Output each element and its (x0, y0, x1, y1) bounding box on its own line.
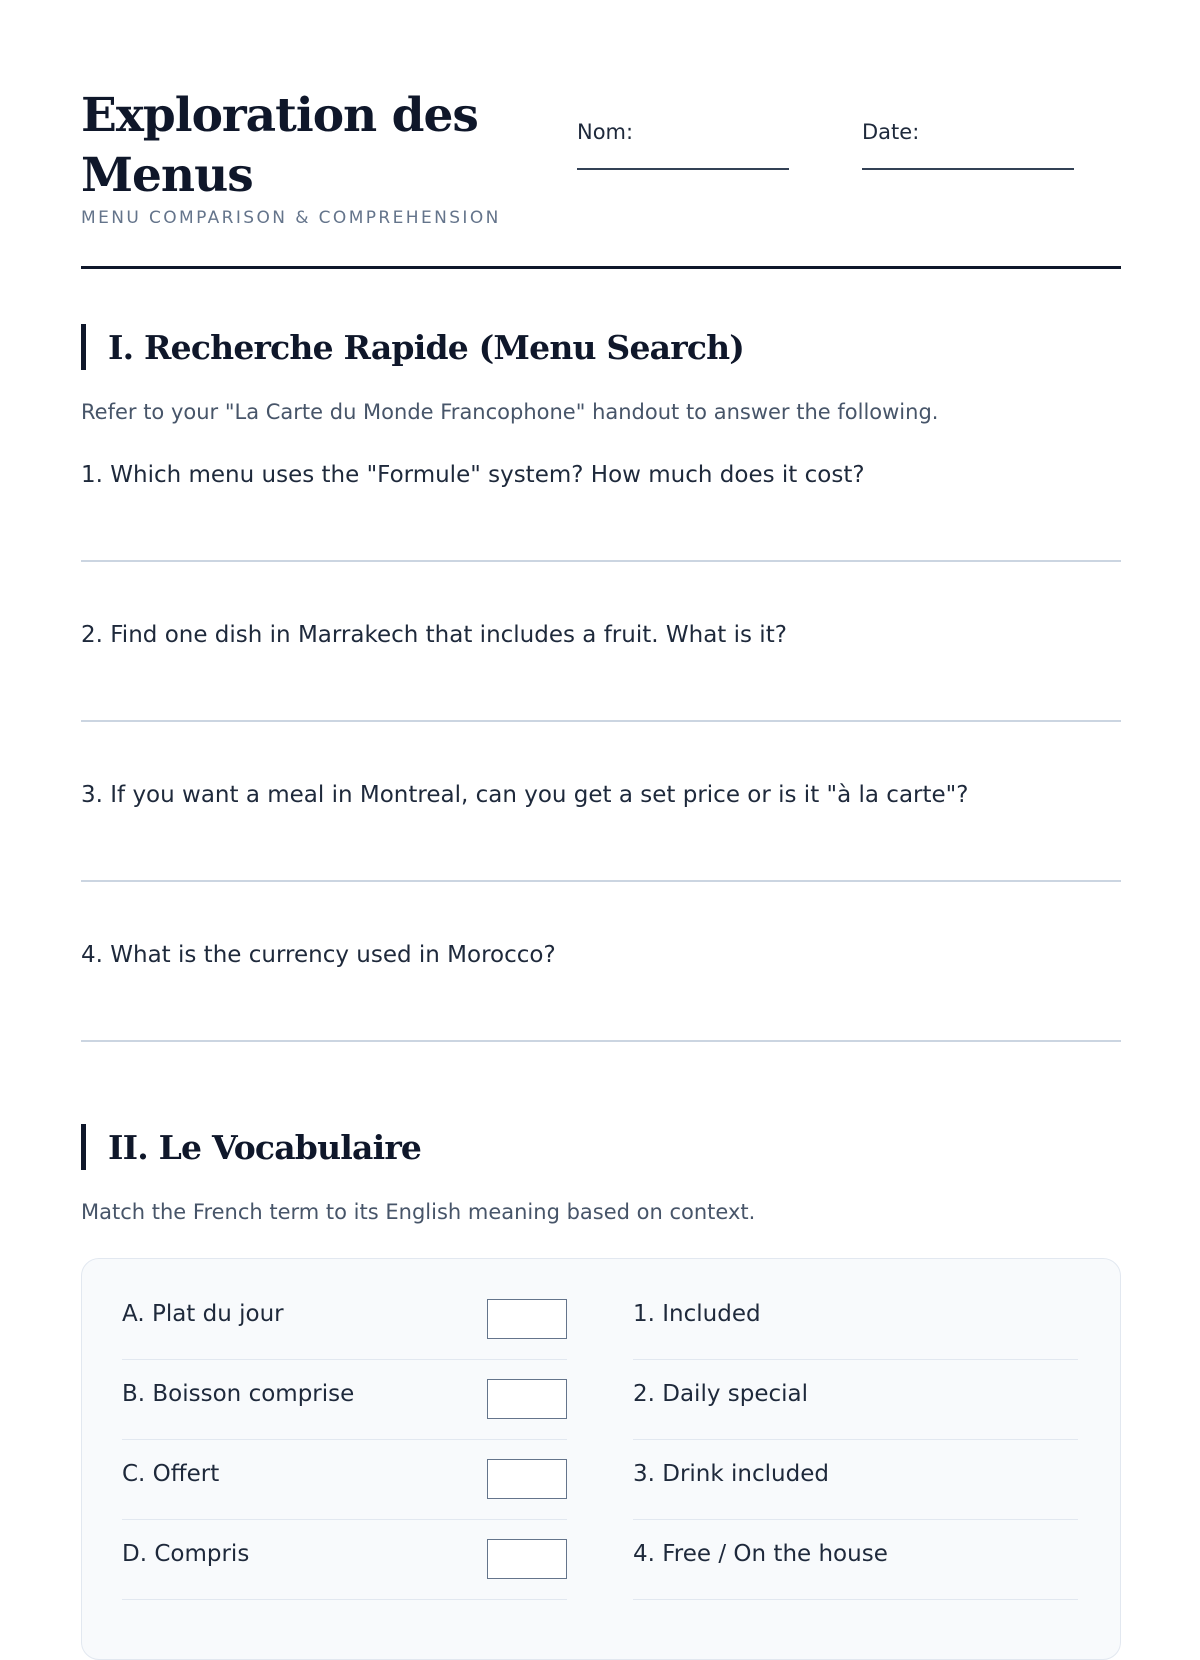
meaning-label: 3. Drink included (633, 1461, 829, 1487)
page-subtitle: MENU COMPARISON & COMPREHENSION (81, 208, 501, 228)
match-answer-box[interactable] (487, 1379, 567, 1419)
date-write-line[interactable] (862, 168, 1074, 170)
section-1-accent-bar (81, 324, 86, 370)
question-4 (81, 942, 1121, 968)
vocab-row (122, 1439, 1082, 1519)
term-cell (122, 1279, 567, 1360)
vocab-row (122, 1279, 1082, 1359)
section-1-heading (81, 324, 744, 370)
name-label: Nom: (577, 120, 634, 144)
question-3 (81, 782, 1121, 808)
meaning-label: 1. Included (633, 1301, 761, 1327)
name-field[interactable] (577, 120, 792, 170)
question-2-answer-line[interactable] (81, 720, 1121, 722)
page-title: Exploration des Menus (81, 88, 478, 203)
question-3-answer-line[interactable] (81, 880, 1121, 882)
section-1-instructions: Refer to your "La Carte du Monde Francophone" handout to answer the following. (81, 400, 939, 424)
question-1-answer-line[interactable] (81, 560, 1121, 562)
meaning-cell (633, 1279, 1078, 1360)
match-answer-box[interactable] (487, 1539, 567, 1579)
question-2-text: 2. Find one dish in Marrakech that includes a fruit. What is it? (81, 622, 787, 648)
match-answer-box[interactable] (487, 1299, 567, 1339)
term-cell (122, 1519, 567, 1600)
vocab-row (122, 1359, 1082, 1439)
section-2-heading (81, 1124, 421, 1170)
question-4-text: 4. What is the currency used in Morocco? (81, 942, 556, 968)
worksheet-header (81, 80, 1121, 270)
header-divider (81, 266, 1121, 269)
term-label: D. Compris (122, 1541, 250, 1567)
meaning-cell (633, 1439, 1078, 1520)
date-field[interactable] (862, 120, 1077, 170)
question-3-text: 3. If you want a meal in Montreal, can you get a set price or is it "à la carte"? (81, 782, 969, 808)
date-label: Date: (862, 120, 920, 144)
question-1-text: 1. Which menu uses the "Formule" system? How much does it cost? (81, 462, 865, 488)
section-2-accent-bar (81, 1124, 86, 1170)
section-2-title: II. Le Vocabulaire (108, 1127, 422, 1167)
title-block (81, 86, 561, 228)
section-2-instructions: Match the French term to its English meaning based on context. (81, 1200, 756, 1224)
meaning-cell (633, 1359, 1078, 1440)
section-1-title: I. Recherche Rapide (Menu Search) (108, 327, 745, 367)
meaning-label: 4. Free / On the house (633, 1541, 888, 1567)
term-label: C. Offert (122, 1461, 220, 1487)
vocab-row (122, 1519, 1082, 1599)
question-1 (81, 462, 1121, 488)
term-label: A. Plat du jour (122, 1301, 284, 1327)
meaning-cell (633, 1519, 1078, 1600)
match-answer-box[interactable] (487, 1459, 567, 1499)
name-write-line[interactable] (577, 168, 789, 170)
term-cell (122, 1359, 567, 1440)
term-cell (122, 1439, 567, 1520)
term-label: B. Boisson comprise (122, 1381, 355, 1407)
question-4-answer-line[interactable] (81, 1040, 1121, 1042)
question-2 (81, 622, 1121, 648)
meaning-label: 2. Daily special (633, 1381, 809, 1407)
